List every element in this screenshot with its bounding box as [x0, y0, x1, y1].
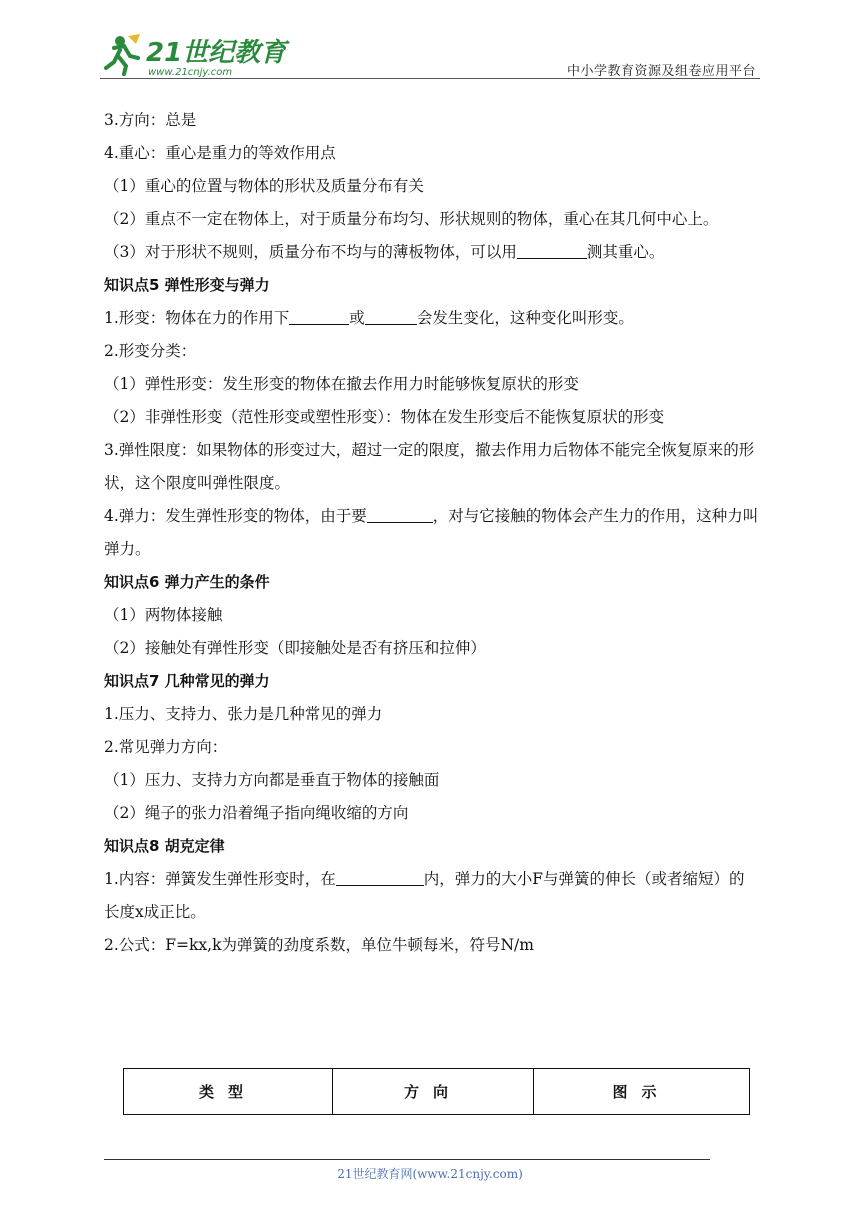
text-line	[104, 302, 760, 335]
text-line	[104, 764, 760, 797]
text-line	[104, 368, 760, 401]
text-line	[104, 434, 760, 500]
footer-link[interactable]: 21世纪教育网(www.21cnjy.com)	[337, 1167, 523, 1181]
text-span: 2.形变分类：	[104, 342, 197, 360]
text-span: （2）接触处有弹性形变（即接触处是否有挤压和拉伸）	[104, 639, 486, 657]
text-span: 4.重心：重心是重力的等效作用点	[104, 144, 336, 162]
text-span: 1.形变：物体在力的作用下	[104, 309, 290, 327]
text-line	[104, 137, 760, 170]
text-span: 知识点5 弹性形变与弹力	[104, 276, 270, 294]
fill-in-blank[interactable]	[336, 868, 424, 886]
text-span: 测其重心。	[586, 243, 665, 261]
table-header-row	[124, 1069, 750, 1115]
runner-logo-icon	[100, 32, 340, 78]
text-line	[104, 698, 760, 731]
text-line	[104, 170, 760, 203]
text-line	[104, 599, 760, 632]
text-line	[104, 335, 760, 368]
text-span: 知识点8 胡克定律	[104, 837, 225, 855]
text-line	[104, 236, 760, 269]
section-heading	[104, 830, 760, 863]
text-line	[104, 731, 760, 764]
section-heading	[104, 665, 760, 698]
table-header-diagram: 图示	[534, 1069, 750, 1115]
elastic-force-table	[123, 1068, 750, 1115]
text-span: 1.内容：弹簧发生弹性形变时，在	[104, 870, 336, 888]
footer-divider	[104, 1159, 710, 1160]
text-span: 2.公式：F=kx,k为弹簧的劲度系数，单位牛顿每米，符号N/m	[104, 936, 534, 954]
fill-in-blank[interactable]	[367, 505, 433, 523]
text-span: （2）绳子的张力沿着绳子指向绳收缩的方向	[104, 804, 409, 822]
text-span: 或	[349, 309, 365, 327]
text-span: 内，弹力的大小F与弹簧的伸长（或者缩短）的长度x成正比。	[104, 870, 745, 921]
logo-url: www.21cnjy.com	[148, 67, 233, 78]
header-divider	[100, 78, 760, 79]
fill-in-blank[interactable]	[289, 307, 349, 325]
text-span: （1）压力、支持力方向都是垂直于物体的接触面	[104, 771, 440, 789]
document-body	[104, 104, 760, 962]
site-logo[interactable]	[100, 32, 340, 78]
fill-in-blank[interactable]	[517, 241, 587, 259]
table-header-type: 类型	[124, 1069, 333, 1115]
text-line	[104, 500, 760, 566]
text-span: 2.常见弹力方向：	[104, 738, 228, 756]
logo-text: 21世纪教育	[146, 38, 287, 68]
text-line	[104, 632, 760, 665]
text-span: （2）重点不一定在物体上，对于质量分布均匀、形状规则的物体，重心在其几何中心上。	[104, 210, 719, 228]
table-header-direction: 方向	[333, 1069, 534, 1115]
text-span: （1）弹性形变：发生形变的物体在撤去作用力时能够恢复原状的形变	[104, 375, 579, 393]
text-span: 知识点7 几种常见的弹力	[104, 672, 270, 690]
fill-in-blank[interactable]	[365, 307, 417, 325]
text-span: 3.方向：总是	[104, 111, 197, 129]
section-heading	[104, 269, 760, 302]
text-line	[104, 797, 760, 830]
text-span: （3）对于形状不规则，质量分布不均与的薄板物体，可以用	[104, 243, 517, 261]
text-span: ，对与它接触的物体会产生力的作用，这种力叫弹力。	[104, 507, 759, 558]
header-tagline: 中小学教育资源及组卷应用平台	[566, 64, 756, 79]
section-heading	[104, 566, 760, 599]
text-span: （1）重心的位置与物体的形状及质量分布有关	[104, 177, 424, 195]
text-line	[104, 863, 760, 929]
text-line	[104, 203, 760, 236]
text-span: 知识点6 弹力产生的条件	[104, 573, 270, 591]
text-span: 4.弹力：发生弹性形变的物体，由于要	[104, 507, 367, 525]
page-header	[100, 32, 760, 80]
text-line	[104, 401, 760, 434]
text-span: （2）非弹性形变（范性形变或塑性形变）：物体在发生形变后不能恢复原状的形变	[104, 408, 665, 426]
text-line	[104, 104, 760, 137]
text-line	[104, 929, 760, 962]
text-span: 3.弹性限度：如果物体的形变过大，超过一定的限度，撤去作用力后物体不能完全恢复原来的形状，这个限度叫弹性限度。	[104, 441, 755, 492]
text-span: （1）两物体接触	[104, 606, 223, 624]
text-span: 1.压力、支持力、张力是几种常见的弹力	[104, 705, 383, 723]
text-span: 会发生变化，这种变化叫形变。	[416, 309, 634, 327]
